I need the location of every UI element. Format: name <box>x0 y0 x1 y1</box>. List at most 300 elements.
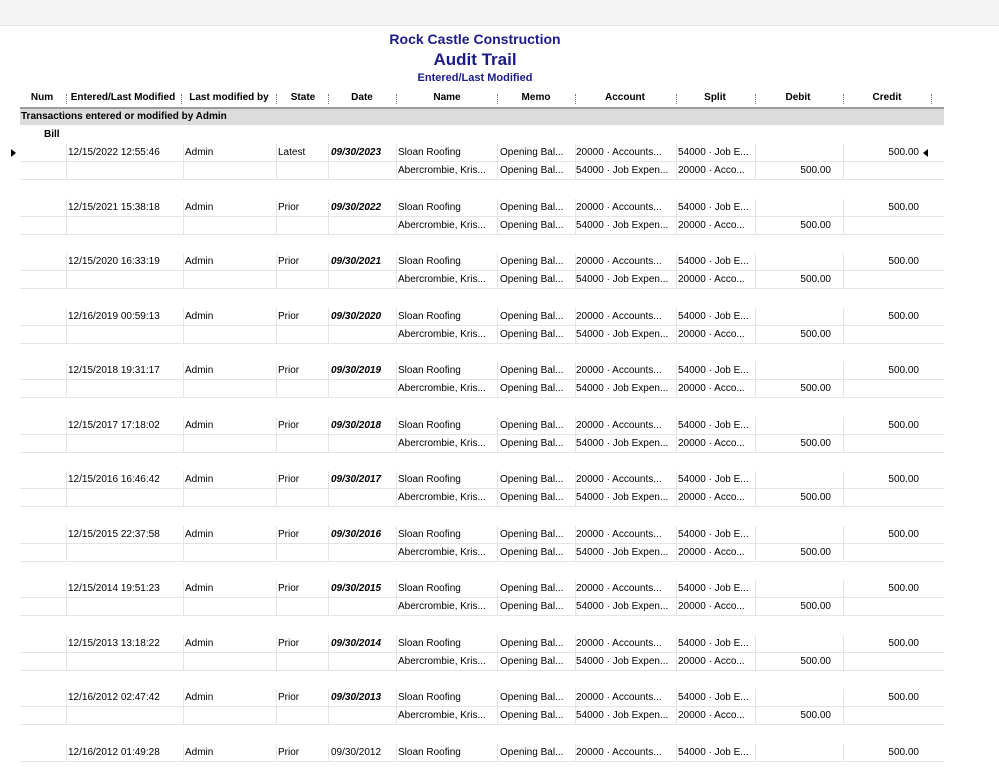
cell-divider <box>276 144 277 162</box>
cell-divider <box>276 417 277 435</box>
cell-divider <box>396 380 397 398</box>
cell-divider <box>183 380 184 398</box>
entered-modified-cell: 12/15/2014 19:51:23 <box>68 583 160 594</box>
memo-cell: Opening Bal... <box>500 220 564 231</box>
cell-divider <box>396 217 397 235</box>
table-row-split-line[interactable] <box>20 326 944 344</box>
modified-by-cell: Admin <box>185 420 214 431</box>
state-cell: Latest <box>278 147 306 158</box>
cell-divider <box>328 435 329 453</box>
cell-divider <box>755 635 756 653</box>
account-cell: 20000 · Accounts... <box>576 529 662 540</box>
cell-divider <box>755 326 756 344</box>
entered-modified-cell: 12/15/2020 16:33:19 <box>68 256 160 267</box>
table-row[interactable] <box>20 580 944 598</box>
cell-divider <box>66 326 67 344</box>
cell-divider <box>66 362 67 380</box>
cell-divider <box>676 217 677 235</box>
cell-divider <box>755 653 756 671</box>
name-cell: Sloan Roofing <box>398 692 461 703</box>
cell-divider <box>755 162 756 180</box>
memo-cell: Opening Bal... <box>500 438 564 449</box>
credit-cell: 500.00 <box>888 311 919 322</box>
cell-divider <box>276 271 277 289</box>
cell-divider <box>66 744 67 762</box>
name-cell: Abercrombie, Kris... <box>398 438 486 449</box>
cell-divider <box>676 362 677 380</box>
date-cell: 09/30/2013 <box>331 692 382 703</box>
table-row-split-line[interactable] <box>20 271 944 289</box>
cell-divider <box>328 744 329 762</box>
name-cell: Abercrombie, Kris... <box>398 656 486 667</box>
state-cell: Prior <box>278 529 300 540</box>
account-cell: 54000 · Job Expen... <box>576 710 669 721</box>
cell-divider <box>497 707 498 725</box>
cell-divider <box>183 308 184 326</box>
cell-divider <box>676 635 677 653</box>
cell-divider <box>276 580 277 598</box>
debit-cell: 500.00 <box>800 274 831 285</box>
table-row[interactable] <box>20 744 944 762</box>
subsection-header: Bill <box>44 129 60 140</box>
cell-divider <box>497 489 498 507</box>
split-cell: 54000 · Job E... <box>678 529 749 540</box>
account-cell: 20000 · Accounts... <box>576 365 662 376</box>
cell-divider <box>328 635 329 653</box>
table-row-split-line[interactable] <box>20 653 944 671</box>
company-name: Rock Castle Construction <box>389 31 561 47</box>
cell-divider <box>276 380 277 398</box>
split-cell: 54000 · Job E... <box>678 692 749 703</box>
cell-divider <box>676 144 677 162</box>
credit-cell: 500.00 <box>888 256 919 267</box>
cell-divider <box>183 144 184 162</box>
memo-cell: Opening Bal... <box>500 547 564 558</box>
cell-divider <box>276 162 277 180</box>
cell-divider <box>843 435 844 453</box>
report-title: Audit Trail <box>433 50 517 69</box>
cell-divider <box>676 471 677 489</box>
cell-divider <box>497 526 498 544</box>
cell-divider <box>66 707 67 725</box>
table-row-split-line[interactable] <box>20 380 944 398</box>
cell-divider <box>183 526 184 544</box>
cell-divider <box>183 162 184 180</box>
account-cell: 54000 · Job Expen... <box>576 274 669 285</box>
cell-divider <box>183 580 184 598</box>
name-cell: Sloan Roofing <box>398 202 461 213</box>
memo-cell: Opening Bal... <box>500 202 564 213</box>
account-cell: 54000 · Job Expen... <box>576 492 669 503</box>
cell-divider <box>497 217 498 235</box>
name-cell: Abercrombie, Kris... <box>398 220 486 231</box>
debit-cell: 500.00 <box>800 383 831 394</box>
credit-cell: 500.00 <box>888 474 919 485</box>
entered-modified-cell: 12/15/2018 19:31:17 <box>68 365 160 376</box>
table-row[interactable] <box>20 362 944 380</box>
entered-modified-cell: 12/15/2013 13:18:22 <box>68 638 160 649</box>
cell-divider <box>843 653 844 671</box>
cell-divider <box>396 707 397 725</box>
split-cell: 54000 · Job E... <box>678 638 749 649</box>
cell-divider <box>276 544 277 562</box>
cell-divider <box>183 544 184 562</box>
table-row-split-line[interactable] <box>20 217 944 235</box>
state-cell: Prior <box>278 692 300 703</box>
cell-divider <box>396 471 397 489</box>
cell-divider <box>66 580 67 598</box>
cell-divider <box>497 199 498 217</box>
memo-cell: Opening Bal... <box>500 311 564 322</box>
cell-divider <box>66 526 67 544</box>
memo-cell: Opening Bal... <box>500 638 564 649</box>
cell-divider <box>276 635 277 653</box>
credit-cell: 500.00 <box>888 147 919 158</box>
date-cell: 09/30/2015 <box>331 583 382 594</box>
name-cell: Abercrombie, Kris... <box>398 601 486 612</box>
credit-cell: 500.00 <box>888 529 919 540</box>
cell-divider <box>276 598 277 616</box>
cell-divider <box>843 362 844 380</box>
cell-divider <box>328 580 329 598</box>
cell-divider <box>843 635 844 653</box>
cell-divider <box>66 471 67 489</box>
entered-modified-cell: 12/15/2017 17:18:02 <box>68 420 160 431</box>
cell-divider <box>328 689 329 707</box>
account-cell: 20000 · Accounts... <box>576 692 662 703</box>
cell-divider <box>276 707 277 725</box>
cell-divider <box>755 580 756 598</box>
cell-divider <box>497 653 498 671</box>
entered-modified-cell: 12/15/2022 12:55:46 <box>68 147 160 158</box>
account-cell: 20000 · Accounts... <box>576 474 662 485</box>
cell-divider <box>755 362 756 380</box>
debit-cell: 500.00 <box>800 710 831 721</box>
cell-divider <box>497 308 498 326</box>
split-cell: 20000 · Acco... <box>678 547 745 558</box>
cell-divider <box>497 689 498 707</box>
split-cell: 54000 · Job E... <box>678 365 749 376</box>
entered-modified-cell: 12/16/2012 01:49:28 <box>68 747 160 758</box>
cell-divider <box>676 489 677 507</box>
cell-divider <box>676 162 677 180</box>
debit-cell: 500.00 <box>800 220 831 231</box>
split-cell: 20000 · Acco... <box>678 492 745 503</box>
cell-divider <box>755 417 756 435</box>
cell-divider <box>676 417 677 435</box>
cell-divider <box>755 253 756 271</box>
state-cell: Prior <box>278 256 300 267</box>
cell-divider <box>755 199 756 217</box>
cell-divider <box>66 199 67 217</box>
memo-cell: Opening Bal... <box>500 256 564 267</box>
split-cell: 20000 · Acco... <box>678 274 745 285</box>
modified-by-cell: Admin <box>185 583 214 594</box>
cell-divider <box>497 435 498 453</box>
cell-divider <box>843 199 844 217</box>
cell-divider <box>66 689 67 707</box>
table-row[interactable] <box>20 689 944 707</box>
cell-divider <box>843 526 844 544</box>
cell-divider <box>676 271 677 289</box>
cell-divider <box>328 707 329 725</box>
cell-divider <box>676 526 677 544</box>
column-header-debit[interactable]: Debit <box>785 92 811 103</box>
modified-by-cell: Admin <box>185 529 214 540</box>
memo-cell: Opening Bal... <box>500 656 564 667</box>
name-cell: Sloan Roofing <box>398 365 461 376</box>
cell-divider <box>676 326 677 344</box>
cell-divider <box>755 217 756 235</box>
cell-divider <box>328 253 329 271</box>
cell-divider <box>396 162 397 180</box>
cell-divider <box>328 417 329 435</box>
cell-divider <box>328 544 329 562</box>
report-basis: Entered/Last Modified <box>417 72 533 84</box>
column-header-entered[interactable]: Entered/Last Modified <box>70 92 176 103</box>
table-row[interactable] <box>20 635 944 653</box>
name-cell: Sloan Roofing <box>398 583 461 594</box>
name-cell: Sloan Roofing <box>398 529 461 540</box>
entered-modified-cell: 12/16/2019 00:59:13 <box>68 311 160 322</box>
split-cell: 20000 · Acco... <box>678 438 745 449</box>
column-resize-handle[interactable] <box>931 94 933 104</box>
cell-divider <box>497 417 498 435</box>
toolbar-strip <box>0 0 999 26</box>
cell-divider <box>66 217 67 235</box>
cell-divider <box>183 635 184 653</box>
table-row[interactable] <box>20 199 944 217</box>
cell-divider <box>66 598 67 616</box>
column-header-row <box>20 89 944 109</box>
modified-by-cell: Admin <box>185 202 214 213</box>
cell-divider <box>328 144 329 162</box>
date-cell: 09/30/2021 <box>331 256 382 267</box>
cell-divider <box>276 653 277 671</box>
credit-cell: 500.00 <box>888 583 919 594</box>
memo-cell: Opening Bal... <box>500 747 564 758</box>
cell-divider <box>66 144 67 162</box>
account-cell: 54000 · Job Expen... <box>576 220 669 231</box>
split-cell: 54000 · Job E... <box>678 583 749 594</box>
column-header-date[interactable]: Date <box>351 92 373 103</box>
memo-cell: Opening Bal... <box>500 365 564 376</box>
split-cell: 20000 · Acco... <box>678 165 745 176</box>
table-row-split-line[interactable] <box>20 544 944 562</box>
cell-divider <box>497 362 498 380</box>
memo-cell: Opening Bal... <box>500 710 564 721</box>
name-cell: Abercrombie, Kris... <box>398 274 486 285</box>
cell-divider <box>843 580 844 598</box>
cell-divider <box>676 380 677 398</box>
memo-cell: Opening Bal... <box>500 147 564 158</box>
cell-divider <box>66 271 67 289</box>
cell-divider <box>276 471 277 489</box>
cell-divider <box>843 144 844 162</box>
cell-divider <box>755 144 756 162</box>
cell-divider <box>66 544 67 562</box>
column-header-account[interactable]: Account <box>605 92 645 103</box>
account-cell: 54000 · Job Expen... <box>576 601 669 612</box>
cell-divider <box>497 253 498 271</box>
cell-divider <box>843 253 844 271</box>
cell-divider <box>328 598 329 616</box>
cell-divider <box>276 253 277 271</box>
cell-divider <box>843 489 844 507</box>
debit-cell: 500.00 <box>800 547 831 558</box>
memo-cell: Opening Bal... <box>500 420 564 431</box>
split-cell: 20000 · Acco... <box>678 710 745 721</box>
account-cell: 20000 · Accounts... <box>576 583 662 594</box>
cell-divider <box>755 598 756 616</box>
column-header-modified-by[interactable]: Last modified by <box>189 92 269 103</box>
table-row[interactable] <box>20 308 944 326</box>
cell-divider <box>396 653 397 671</box>
split-cell: 20000 · Acco... <box>678 656 745 667</box>
column-header-memo[interactable]: Memo <box>521 92 551 103</box>
cell-divider <box>183 253 184 271</box>
table-row-split-line[interactable] <box>20 162 944 180</box>
cell-divider <box>328 471 329 489</box>
cell-divider <box>676 544 677 562</box>
account-cell: 54000 · Job Expen... <box>576 329 669 340</box>
column-header-split[interactable]: Split <box>704 92 726 103</box>
split-cell: 20000 · Acco... <box>678 601 745 612</box>
debit-cell: 500.00 <box>800 601 831 612</box>
modified-by-cell: Admin <box>185 638 214 649</box>
split-cell: 54000 · Job E... <box>678 420 749 431</box>
state-cell: Prior <box>278 583 300 594</box>
table-row-split-line[interactable] <box>20 435 944 453</box>
cell-divider <box>276 689 277 707</box>
column-header-credit[interactable]: Credit <box>872 92 902 103</box>
split-cell: 54000 · Job E... <box>678 747 749 758</box>
credit-cell: 500.00 <box>888 747 919 758</box>
cell-divider <box>676 707 677 725</box>
cell-divider <box>396 253 397 271</box>
name-cell: Abercrombie, Kris... <box>398 383 486 394</box>
credit-cell: 500.00 <box>888 420 919 431</box>
entered-modified-cell: 12/15/2021 15:38:18 <box>68 202 160 213</box>
table-row[interactable] <box>20 417 944 435</box>
cell-divider <box>183 199 184 217</box>
cell-divider <box>676 308 677 326</box>
column-header-num[interactable]: Num <box>30 92 54 103</box>
account-cell: 54000 · Job Expen... <box>576 656 669 667</box>
account-cell: 54000 · Job Expen... <box>576 547 669 558</box>
cell-divider <box>183 417 184 435</box>
column-header-name[interactable]: Name <box>433 92 461 103</box>
cell-divider <box>843 471 844 489</box>
cell-divider <box>276 308 277 326</box>
row-marker-left-icon <box>11 149 16 157</box>
account-cell: 20000 · Accounts... <box>576 638 662 649</box>
split-cell: 20000 · Acco... <box>678 383 745 394</box>
table-row[interactable] <box>20 471 944 489</box>
column-header-state[interactable]: State <box>290 92 316 103</box>
account-cell: 20000 · Accounts... <box>576 202 662 213</box>
cell-divider <box>276 199 277 217</box>
cell-divider <box>276 526 277 544</box>
cell-divider <box>843 217 844 235</box>
cell-divider <box>66 308 67 326</box>
table-row-split-line[interactable] <box>20 598 944 616</box>
name-cell: Sloan Roofing <box>398 638 461 649</box>
entered-modified-cell: 12/15/2016 16:46:42 <box>68 474 160 485</box>
cell-divider <box>276 744 277 762</box>
table-row[interactable] <box>20 526 944 544</box>
debit-cell: 500.00 <box>800 438 831 449</box>
cell-divider <box>676 580 677 598</box>
cell-divider <box>396 744 397 762</box>
split-cell: 54000 · Job E... <box>678 311 749 322</box>
account-cell: 54000 · Job Expen... <box>576 438 669 449</box>
cell-divider <box>755 435 756 453</box>
state-cell: Prior <box>278 202 300 213</box>
cell-divider <box>497 162 498 180</box>
cell-divider <box>396 635 397 653</box>
modified-by-cell: Admin <box>185 365 214 376</box>
cell-divider <box>328 362 329 380</box>
cell-divider <box>843 707 844 725</box>
account-cell: 20000 · Accounts... <box>576 256 662 267</box>
cell-divider <box>676 253 677 271</box>
split-cell: 54000 · Job E... <box>678 202 749 213</box>
memo-cell: Opening Bal... <box>500 274 564 285</box>
cell-divider <box>328 308 329 326</box>
memo-cell: Opening Bal... <box>500 692 564 703</box>
table-row[interactable] <box>20 253 944 271</box>
column-resize-handle[interactable] <box>181 94 183 104</box>
memo-cell: Opening Bal... <box>500 329 564 340</box>
cell-divider <box>276 326 277 344</box>
cell-divider <box>843 271 844 289</box>
cell-divider <box>497 744 498 762</box>
cell-divider <box>396 199 397 217</box>
cell-divider <box>676 653 677 671</box>
split-cell: 54000 · Job E... <box>678 256 749 267</box>
state-cell: Prior <box>278 474 300 485</box>
cell-divider <box>396 544 397 562</box>
split-cell: 54000 · Job E... <box>678 147 749 158</box>
cell-divider <box>755 380 756 398</box>
cell-divider <box>497 144 498 162</box>
cell-divider <box>66 162 67 180</box>
cell-divider <box>396 362 397 380</box>
table-row-split-line[interactable] <box>20 489 944 507</box>
split-cell: 20000 · Acco... <box>678 329 745 340</box>
date-cell: 09/30/2018 <box>331 420 382 431</box>
name-cell: Sloan Roofing <box>398 311 461 322</box>
table-row[interactable] <box>20 144 944 162</box>
modified-by-cell: Admin <box>185 692 214 703</box>
cell-divider <box>328 199 329 217</box>
credit-cell: 500.00 <box>888 638 919 649</box>
cell-divider <box>328 526 329 544</box>
table-row-split-line[interactable] <box>20 707 944 725</box>
cell-divider <box>328 326 329 344</box>
cell-divider <box>396 326 397 344</box>
cell-divider <box>396 435 397 453</box>
date-cell: 09/30/2020 <box>331 311 382 322</box>
date-cell: 09/30/2017 <box>331 474 382 485</box>
modified-by-cell: Admin <box>185 256 214 267</box>
cell-divider <box>276 362 277 380</box>
memo-cell: Opening Bal... <box>500 583 564 594</box>
name-cell: Sloan Roofing <box>398 147 461 158</box>
state-cell: Prior <box>278 365 300 376</box>
cell-divider <box>843 544 844 562</box>
